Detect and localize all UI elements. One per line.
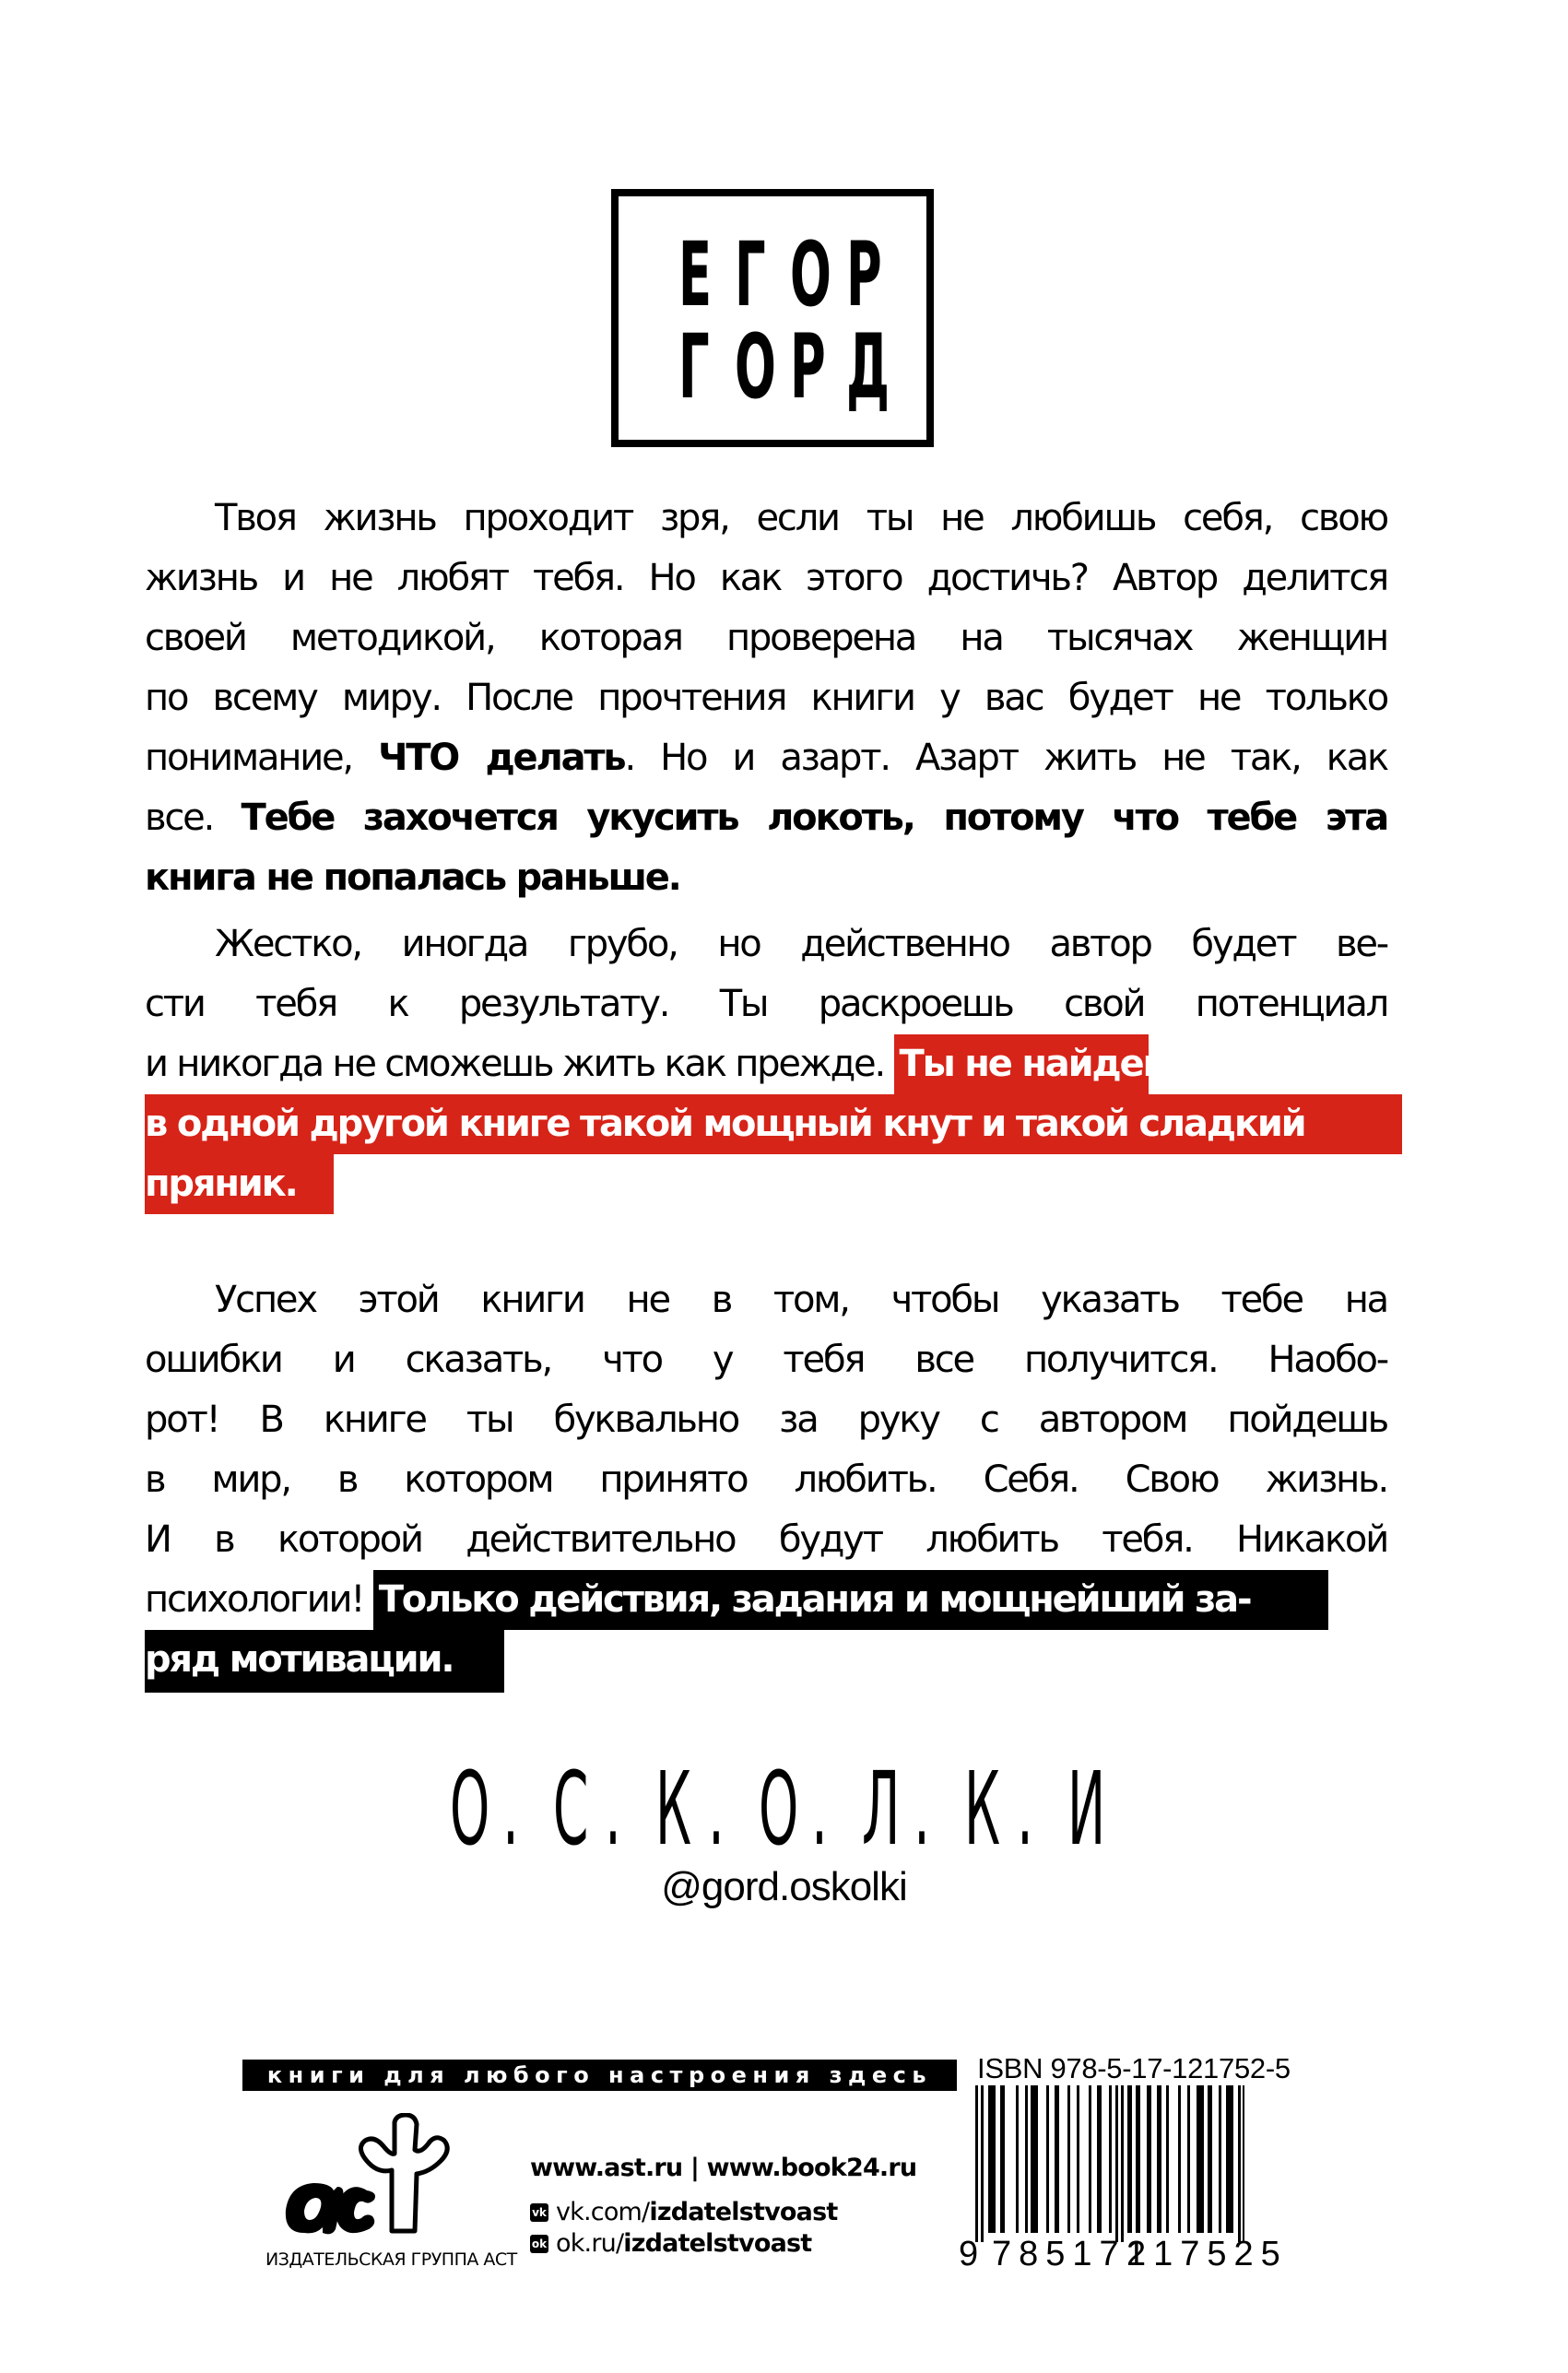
text-line <box>145 788 1387 848</box>
website-links[interactable]: www.ast.ru | www.book24.ru <box>530 2154 917 2182</box>
author-logo <box>611 189 934 447</box>
link-prefix: ok.ru/ <box>556 2229 624 2258</box>
text-line: ошибки и сказать, что у тебя все получится. Наобо- <box>145 1339 1387 1381</box>
series-letter: К <box>655 1750 692 1868</box>
series-dot: . <box>502 1750 519 1868</box>
logo-letter: Г <box>734 223 766 326</box>
text-line: сти тебя к результату. Ты раскроешь свой потенциал <box>145 983 1387 1025</box>
series-dot: . <box>914 1750 931 1868</box>
text-line: Жестко, иногда грубо, но действенно автор будет ве- <box>215 923 1387 965</box>
publisher-links <box>530 2153 916 2260</box>
text-line: в мир, в котором принято любить. Себя. Свою жизнь. <box>145 1458 1387 1501</box>
link-handle: izdatelstvoast <box>623 2229 812 2258</box>
text-fragment: . Но и азарт. Азарт жить не так, как <box>624 737 1387 779</box>
author-first-name <box>619 223 926 326</box>
vk-link[interactable] <box>530 2197 916 2228</box>
series-title <box>441 1750 1106 1868</box>
text-line <box>145 1570 1402 1630</box>
logo-letter: Г <box>678 315 710 419</box>
text-fragment: все. <box>145 797 242 839</box>
vk-icon: vk <box>530 2203 548 2222</box>
ast-logo-icon <box>277 2113 470 2242</box>
publisher-caption: ИЗДАТЕЛЬСКАЯ ГРУППА АСТ <box>265 2249 517 2270</box>
series-letter: И <box>1067 1750 1106 1868</box>
publisher-banner: книги для любого настроения здесь <box>242 2060 957 2091</box>
author-last-name <box>619 315 926 419</box>
barcode-digits-right: 217525 <box>1126 2235 1288 2273</box>
text-fragment: психологии! <box>145 1578 364 1621</box>
link-handle: izdatelstvoast <box>649 2198 838 2226</box>
text-line: своей методикой, которая проверена на тысячах женщин <box>145 617 1387 659</box>
series-dot: . <box>811 1750 828 1868</box>
series-letter: К <box>964 1750 1001 1868</box>
black-highlight: Только действия, задания и мощнейший за- <box>373 1570 1328 1630</box>
barcode-icon <box>959 2085 1244 2242</box>
text-line: Твоя жизнь проходит зря, если ты не любишь себя, свою <box>215 497 1387 539</box>
series-letter: Л <box>861 1750 900 1868</box>
series-dot: . <box>1017 1750 1033 1868</box>
red-highlight: в одной другой книге такой мощный кнут и такой сладкий <box>145 1094 1402 1154</box>
bold-emphasis: Тебе захочется укусить локоть, потому что тебе эта <box>241 797 1387 839</box>
link-prefix: vk.com/ <box>556 2198 650 2226</box>
text-line <box>145 1034 1402 1094</box>
series-dot: . <box>605 1750 622 1868</box>
logo-letter: О <box>790 223 832 326</box>
black-highlight: ряд мотивации. <box>145 1630 504 1693</box>
logo-letter: Е <box>678 223 713 326</box>
series-dot: . <box>708 1750 725 1868</box>
series-letter: С <box>552 1750 589 1868</box>
logo-letter: О <box>734 315 776 419</box>
logo-letter: Д <box>845 315 890 419</box>
series-letter: О <box>758 1750 799 1868</box>
description-paragraph-3 <box>145 1270 1402 1693</box>
barcode-digits-left: 785171 <box>992 2235 1153 2273</box>
text-line: книга не попалась раньше. <box>145 856 680 899</box>
text-fragment: и никогда не сможешь жить как прежде. <box>145 1043 884 1085</box>
bold-emphasis: ЧТО делать <box>378 737 625 779</box>
barcode-digit-first: 9 <box>959 2235 979 2273</box>
series-letter: О <box>450 1750 490 1868</box>
text-fragment: понимание, <box>145 737 379 779</box>
text-line: жизнь и не любят тебя. Но как этого достичь? Автор делится <box>145 557 1387 599</box>
description-paragraph-1 <box>145 489 1402 908</box>
text-line <box>145 728 1387 788</box>
text-line: рот! В книге ты буквально за руку с автором пойдешь <box>145 1399 1387 1441</box>
social-handle: @gord.oskolki <box>661 1864 907 1909</box>
text-line: Успех этой книги не в том, чтобы указать тебе на <box>215 1279 1387 1321</box>
logo-letter: Р <box>845 223 882 326</box>
logo-letter: Р <box>790 315 827 419</box>
ok-link[interactable] <box>530 2228 916 2260</box>
odnoklassniki-icon: ok <box>530 2235 548 2253</box>
red-highlight: пряник. <box>145 1154 334 1214</box>
isbn-label: ISBN 978-5-17-121752-5 <box>977 2052 1291 2084</box>
description-paragraph-2 <box>145 915 1402 1214</box>
text-line: по всему миру. После прочтения книги у вас будет не только <box>145 677 1387 719</box>
red-highlight: Ты не найдешь ни <box>894 1034 1149 1094</box>
text-line: И в которой действительно будут любить тебя. Никакой <box>145 1518 1387 1561</box>
